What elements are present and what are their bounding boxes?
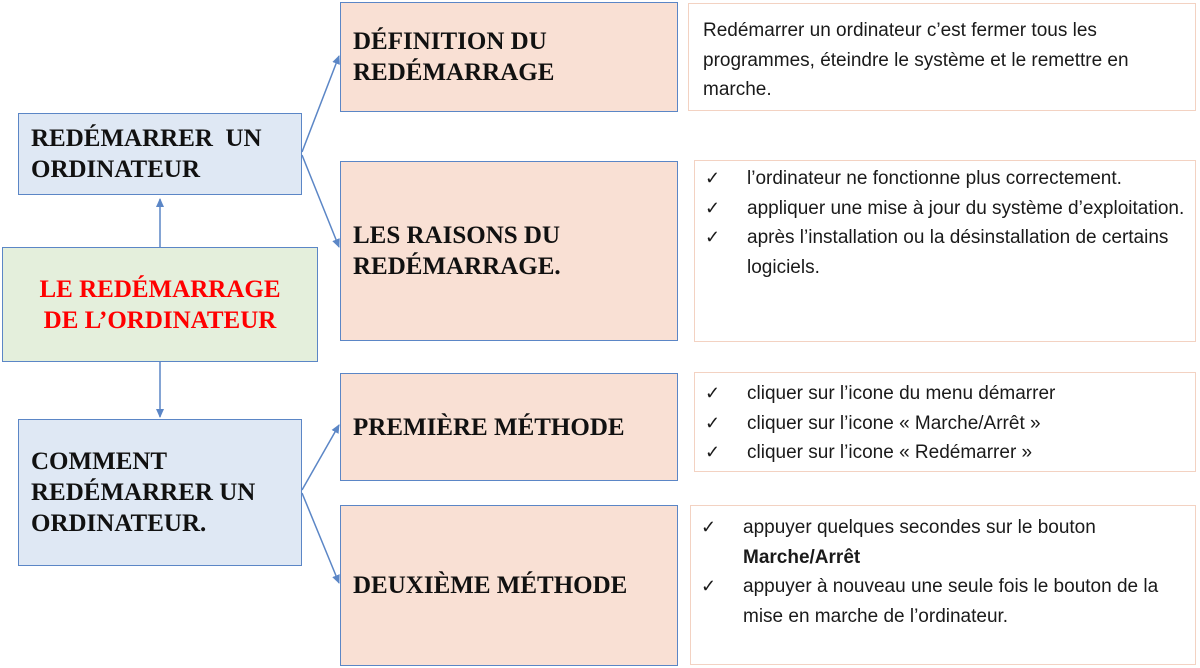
list-item: ✓ l’ordinateur ne fonctionne plus correctement. (747, 164, 1187, 194)
topic-raisons (340, 161, 678, 341)
list-item: ✓ cliquer sur l’icone « Marche/Arrêt » (747, 409, 1187, 439)
arrow-to-deuxieme (302, 493, 339, 583)
premiere-list (705, 379, 1187, 468)
topic-definition (340, 2, 678, 112)
topic-raisons-label: LES RAISONS DU REDÉMARRAGE. (353, 222, 561, 280)
check-icon: ✓ (705, 227, 721, 247)
list-item: ✓ appuyer à nouveau une seule fois le bouton de la mise en marche de l’ordinateur. (743, 572, 1187, 631)
check-icon: ✓ (701, 576, 717, 596)
deuxieme-list (701, 513, 1187, 631)
check-icon: ✓ (705, 168, 721, 188)
center-title: LE REDÉMARRAGE DE L’ORDINATEUR (39, 275, 281, 334)
list-item: ✓ appliquer une mise à jour du système d’exploitation. (747, 194, 1187, 224)
premiere-card (694, 372, 1196, 472)
deuxieme-card (690, 505, 1196, 665)
list-item: ✓ appuyer quelques secondes sur le bouton Marche/Arrêt (743, 513, 1187, 572)
list-item: ✓ cliquer sur l’icone « Redémarrer » (747, 438, 1187, 468)
check-icon: ✓ (701, 517, 717, 537)
check-icon: ✓ (705, 197, 721, 218)
arrow-to-definition (302, 56, 339, 152)
redemarrer-box (18, 113, 302, 195)
arrow-to-premiere (302, 425, 339, 490)
comment-box (18, 419, 302, 566)
raisons-card (694, 160, 1196, 342)
topic-deuxieme (340, 505, 678, 666)
center-title-box (2, 247, 318, 362)
check-icon: ✓ (705, 383, 721, 403)
check-icon: ✓ (705, 442, 721, 462)
raisons-list (705, 164, 1187, 282)
topic-premiere (340, 373, 678, 481)
redemarrer-label: REDÉMARRER UN ORDINATEUR (31, 125, 268, 183)
arrow-to-raisons (302, 155, 339, 247)
topic-premiere-label: PREMIÈRE MÉTHODE (353, 413, 625, 441)
topic-deuxieme-label: DEUXIÈME MÉTHODE (353, 572, 628, 599)
topic-definition-label: DÉFINITION DU REDÉMARRAGE (353, 28, 555, 86)
definition-text: Redémarrer un ordinateur c’est fermer tous les programmes, éteindre le système et le remettre en marche. (703, 20, 1129, 100)
list-item: ✓ cliquer sur l’icone du menu démarrer (747, 379, 1187, 409)
comment-label: COMMENT REDÉMARRER UN ORDINATEUR. (31, 448, 256, 537)
marche-arret-bold: Marche/Arrêt (743, 546, 861, 568)
list-item: ✓ après l’installation ou la désinstallation de certains logiciels. (747, 223, 1187, 282)
check-icon: ✓ (705, 412, 721, 433)
definition-card (688, 3, 1196, 111)
